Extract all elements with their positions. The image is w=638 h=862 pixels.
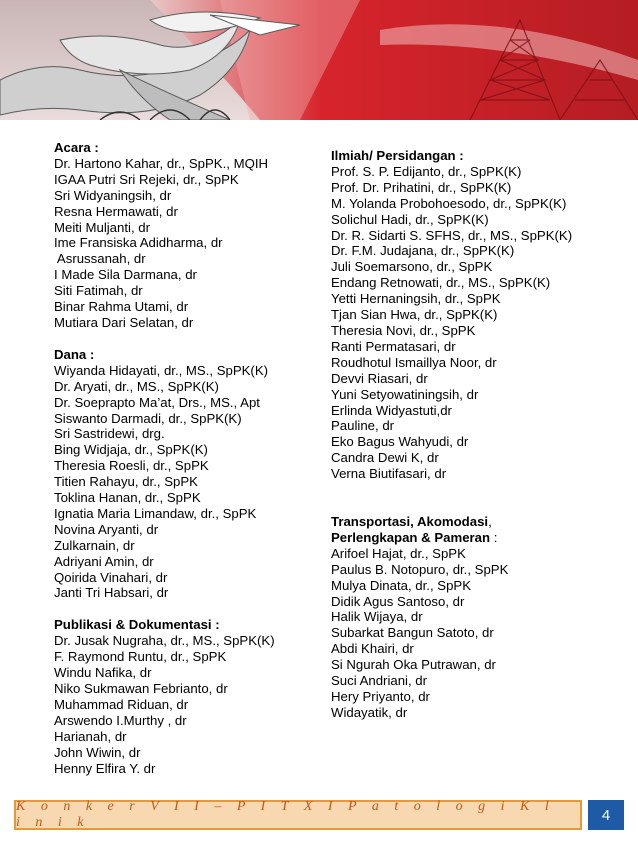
section-title-line1: Transportasi, Akomodasi <box>331 514 489 530</box>
member-item: Dr. Jusak Nugraha, dr., MS., SpPK(K) <box>54 633 275 649</box>
section-transportasi <box>331 514 631 721</box>
member-item: Sri Widyaningsih, dr <box>54 187 172 203</box>
member-item: F. Raymond Runtu, dr., SpPK <box>54 649 227 665</box>
committee-list <box>0 140 638 780</box>
member-item: Theresia Novi, dr., SpPK <box>331 322 476 338</box>
section-title-suffix: , <box>488 514 492 530</box>
member-item: Tjan Sian Hwa, dr., SpPK(K) <box>331 307 498 323</box>
banner-artwork <box>0 0 638 120</box>
page-number: 4 <box>588 800 624 830</box>
member-item: Siti Fatimah, dr <box>54 283 143 299</box>
member-item: Resna Hermawati, dr <box>54 203 178 219</box>
member-item: Zulkarnain, dr <box>54 537 135 553</box>
section-title: Ilmiah/ Persidangan : <box>331 148 464 163</box>
member-item: Novina Aryanti, dr <box>54 521 159 537</box>
left-column <box>54 140 324 776</box>
member-item: Windu Nafika, dr <box>54 665 152 681</box>
section-title-line2: Perlengkapan & Pameran <box>331 529 491 545</box>
member-item: Prof. Dr. Prihatini, dr., SpPK(K) <box>331 179 512 195</box>
member-item: Devvi Riasari, dr <box>331 370 428 386</box>
member-item: Yetti Hernaningsih, dr., SpPK <box>331 291 501 307</box>
section-title: Publikasi & Dokumentasi : <box>54 617 220 633</box>
member-item: Henny Elfira Y. dr <box>54 760 156 776</box>
member-list <box>54 156 324 331</box>
member-item: Paulus B. Notopuro, dr., SpPK <box>331 561 509 577</box>
member-item: Mulya Dinata, dr., SpPK <box>331 577 472 593</box>
member-item: Candra Dewi K, dr <box>331 450 439 466</box>
member-item: Bing Widjaja, dr., SpPK(K) <box>54 442 208 458</box>
member-item: Widayatik, dr <box>331 704 408 720</box>
member-item: Dr. Soeprapto Ma’at, Drs., MS., Apt <box>54 394 260 410</box>
member-item: Wiyanda Hidayati, dr., MS., SpPK(K) <box>54 362 269 378</box>
member-item: Juli Soemarsono, dr., SpPK <box>331 259 493 275</box>
member-item: Binar Rahma Utami, dr <box>54 299 189 315</box>
member-item: Verna Biutifasari, dr <box>331 466 447 482</box>
member-item: Endang Retnowati, dr., MS., SpPK(K) <box>331 275 551 291</box>
member-item: Subarkat Bangun Satoto, dr <box>331 625 494 641</box>
member-item: Titien Rahayu, dr., SpPK <box>54 474 198 490</box>
member-item: Ignatia Maria Limandaw, dr., SpPK <box>54 505 257 521</box>
member-list <box>54 363 324 602</box>
member-item: Eko Bagus Wahyudi, dr <box>331 434 469 450</box>
member-item: Adriyani Amin, dr <box>54 553 154 569</box>
member-item: Prof. S. P. Edijanto, dr., SpPK(K) <box>331 163 522 179</box>
member-item: Pauline, dr <box>331 418 395 434</box>
member-item: M. Yolanda Probohoesodo, dr., SpPK(K) <box>331 195 567 211</box>
member-item: Roudhotul Ismaillya Noor, dr <box>331 354 497 370</box>
member-item: Solichul Hadi, dr., SpPK(K) <box>331 211 489 227</box>
member-item: Dr. Hartono Kahar, dr., SpPK., MQIH <box>54 155 269 171</box>
section-title <box>331 530 631 546</box>
right-column <box>331 140 631 721</box>
footer-bar <box>14 800 582 830</box>
section-title-suffix: : <box>490 529 498 545</box>
member-item: Asrussanah, dr <box>54 251 146 267</box>
member-item: Hery Priyanto, dr <box>331 689 430 704</box>
member-item: Arifoel Hajat, dr., SpPK <box>331 545 466 561</box>
member-item: Didik Agus Santoso, dr <box>331 593 465 609</box>
member-list <box>331 164 631 482</box>
member-item: Meiti Muljanti, dr <box>54 219 151 235</box>
member-item: Toklina Hanan, dr., SpPK <box>54 490 201 506</box>
member-item: Dr. Aryati, dr., MS., SpPK(K) <box>54 378 219 394</box>
member-item: Niko Sukmawan Febrianto, dr <box>54 681 228 696</box>
member-item: IGAA Putri Sri Rejeki, dr., SpPK <box>54 171 239 187</box>
section-dana <box>54 347 324 602</box>
member-item: Suci Andriani, dr <box>331 673 428 689</box>
header-banner <box>0 0 638 120</box>
member-item: Halik Wijaya, dr <box>331 609 423 625</box>
member-item: Sri Sastridewi, drg. <box>54 426 165 442</box>
member-item: Yuni Setyowatiningsih, dr <box>331 386 479 402</box>
member-item: Qoirida Vinahari, dr <box>54 569 168 585</box>
member-list <box>331 546 631 721</box>
footer-title: K o n k e r V I I – P I T X I P a t o l o g i K l i n i k <box>16 799 555 830</box>
section-publikasi <box>54 617 324 776</box>
member-item: Arswendo I.Murthy , dr <box>54 712 187 728</box>
section-ilmiah <box>331 148 631 482</box>
section-title: Acara : <box>54 140 99 155</box>
member-list <box>54 633 324 776</box>
member-item: Dr. F.M. Judajana, dr., SpPK(K) <box>331 243 515 259</box>
member-item: I Made Sila Darmana, dr <box>54 267 197 283</box>
member-item: Ranti Permatasari, dr <box>331 338 456 354</box>
member-item: Erlinda Widyastuti,dr <box>331 402 452 418</box>
member-item: Muhammad Riduan, dr <box>54 696 189 712</box>
member-item: Mutiara Dari Selatan, dr <box>54 314 194 330</box>
member-item: Theresia Roesli, dr., SpPK <box>54 458 209 474</box>
member-item: Abdi Khairi, dr <box>331 641 414 657</box>
member-item: Janti Tri Habsari, dr <box>54 585 169 601</box>
section-title: Dana : <box>54 346 95 362</box>
member-item: Ime Fransiska Adidharma, dr <box>54 235 223 251</box>
member-item: John Wiwin, dr <box>54 744 141 760</box>
section-acara <box>54 140 324 331</box>
member-item: Siswanto Darmadi, dr., SpPK(K) <box>54 410 242 426</box>
member-item: Si Ngurah Oka Putrawan, dr <box>331 657 496 673</box>
section-title <box>331 514 631 530</box>
member-item: Harianah, dr <box>54 728 127 744</box>
member-item: Dr. R. Sidarti S. SFHS, dr., MS., SpPK(K) <box>331 227 573 243</box>
